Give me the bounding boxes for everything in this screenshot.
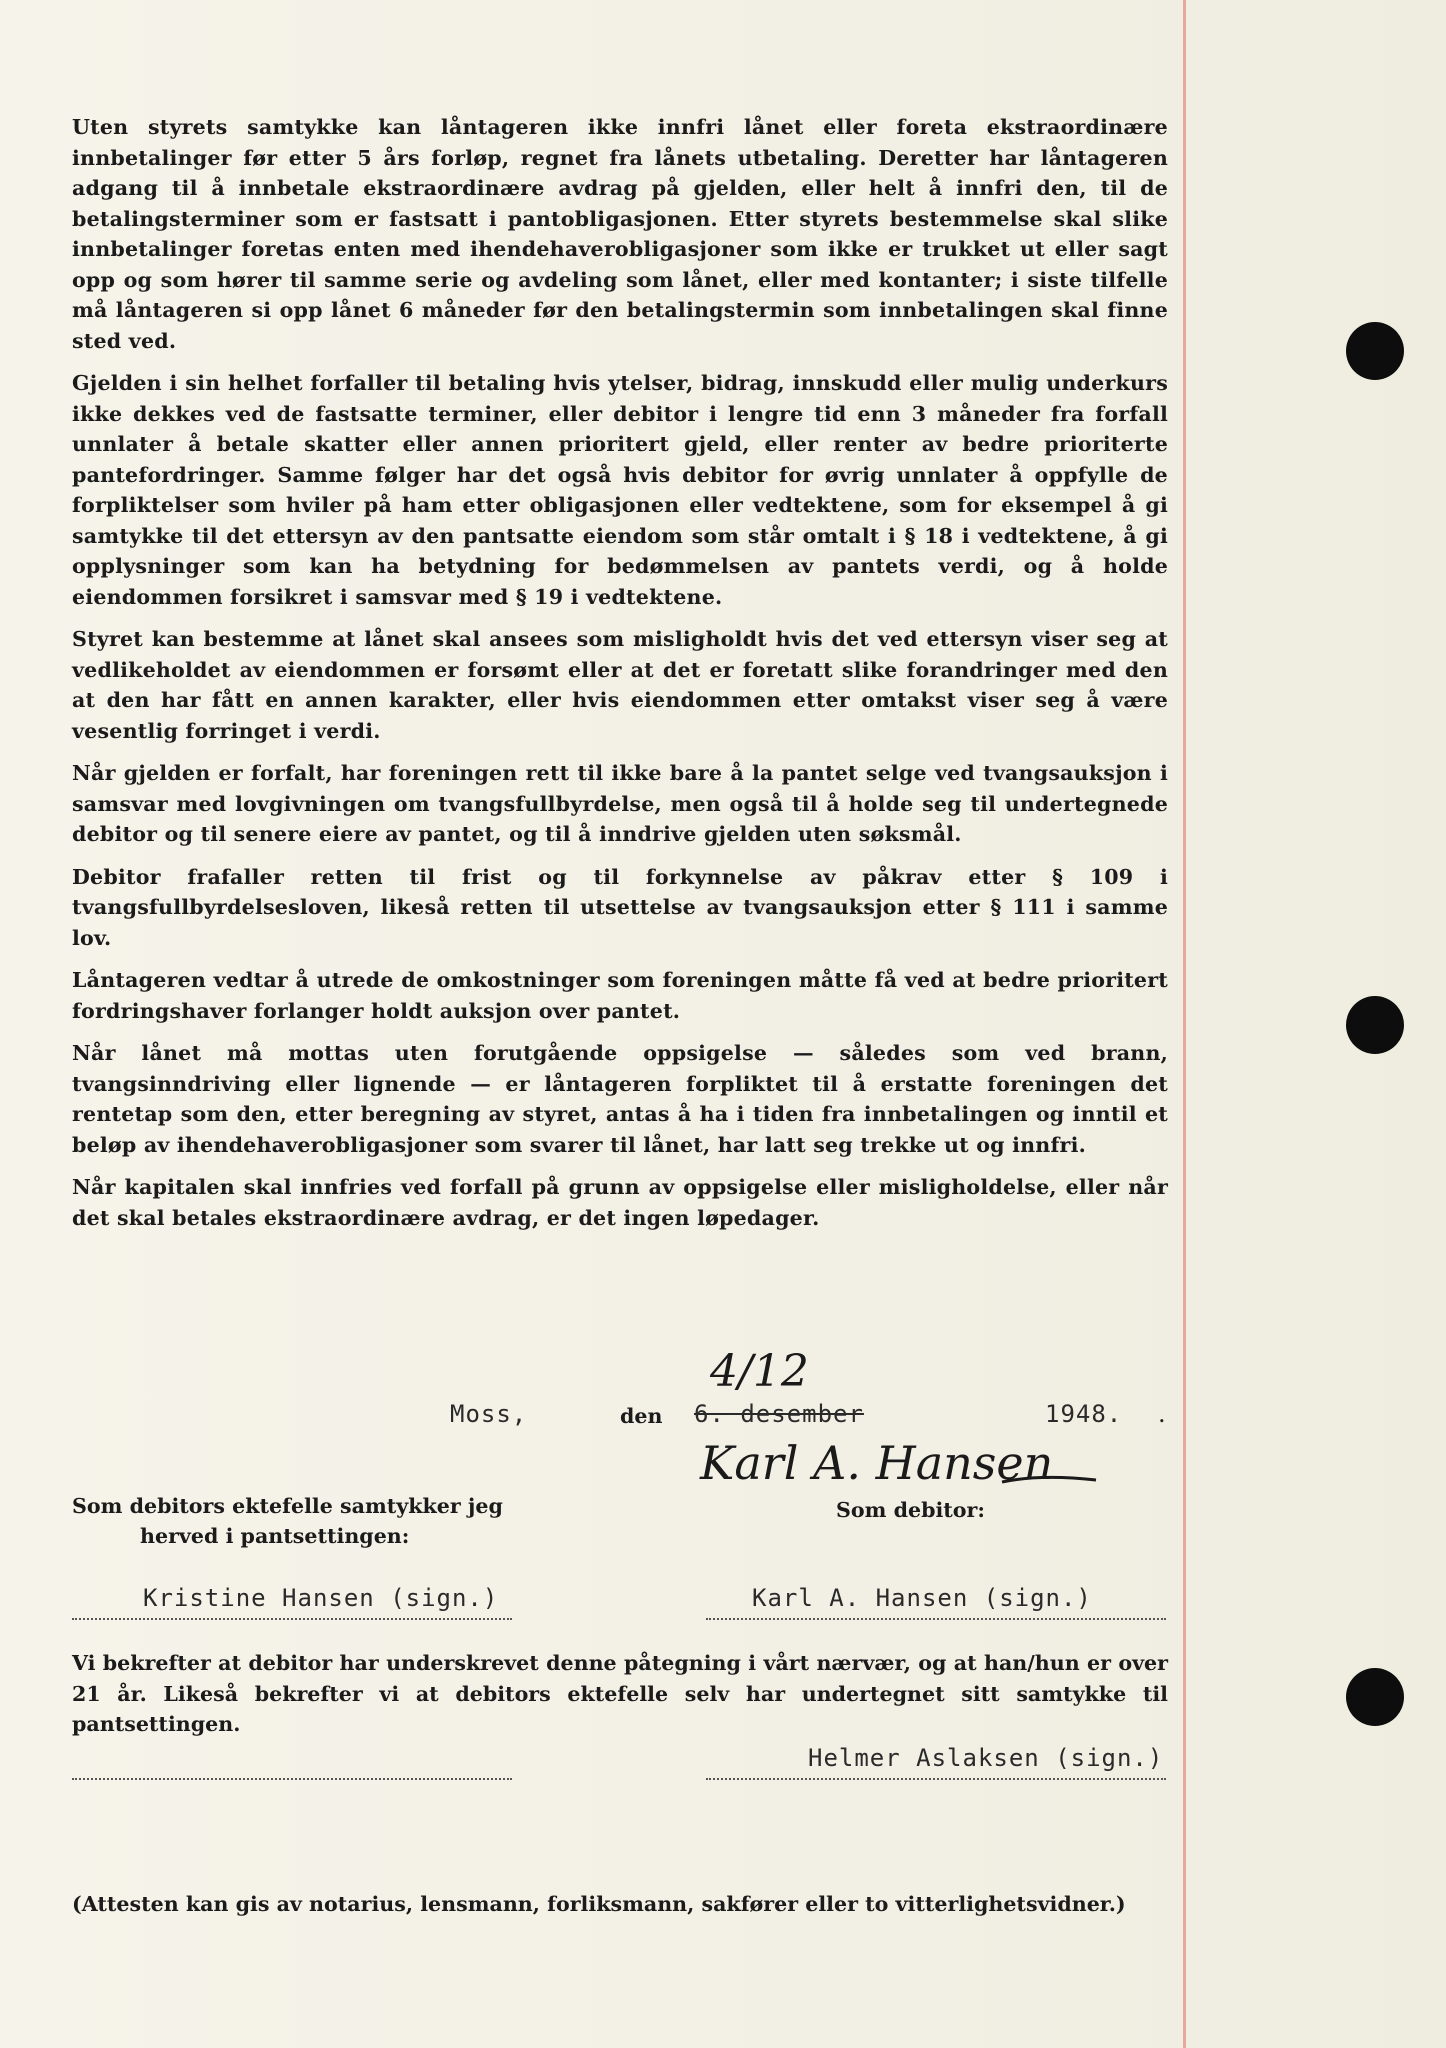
punch-hole-icon xyxy=(1346,996,1404,1054)
debtor-label: Som debitor: xyxy=(836,1498,985,1522)
paragraph-enforcement: Når gjelden er forfalt, har foreningen rett til ikke bare å la pantet selge ved tvangsauksjon i samsvar med lovgivningen om tvangsfullbyrdelse, men også til å holde seg til undertegnede debitor og til senere eiere av pantet, og til å inndrive gjelden uten søksmål. xyxy=(72,761,1168,846)
signing-place: Moss, xyxy=(450,1400,528,1428)
witness-confirmation: Vi bekrefter at debitor har underskrevet denne påtegning i vårt nærvær, og at han/hun er over 21 år. Likeså bekrefter vi at debitors ektefelle selv har undertegnet sitt samtykke til pantsettingen. xyxy=(72,1651,1168,1736)
red-margin-line xyxy=(1183,0,1186,2048)
spouse-consent-line2: herved i pantsettingen: xyxy=(140,1524,410,1548)
paragraph-misconduct: Styret kan bestemme at lånet skal ansees som misligholdt hvis det ved ettersyn viser seg at vedlikeholdet av eiendommen er forsømt eller at det er foretatt slike forandringer med den at den har fått en annen karakter, eller hvis eiendommen etter omtakst viser seg å være vesentlig forringet i verdi. xyxy=(72,627,1168,743)
struck-date: 6. desember xyxy=(694,1400,864,1428)
paragraph-interest-loss: Når lånet må mottas uten forutgående oppsigelse — således som ved brann, tvangsinndriving eller lignende — er låntageren forpliktet til å erstatte foreningen det rentetap som den, etter beregning av styret, antas å ha i tiden fra innbetalingen og inntil et beløp av ihendehaverobligasjoner som svarer til lånet, har latt seg trekke ut og innfri. xyxy=(72,1041,1168,1157)
spouse-signature: Kristine Hansen (sign.) xyxy=(143,1584,499,1612)
year-trailing-dot: . xyxy=(1158,1400,1166,1428)
loan-terms-body xyxy=(72,112,1168,1245)
punch-hole-icon xyxy=(1346,1668,1404,1726)
paragraph-grace-days: Når kapitalen skal innfries ved forfall på grunn av oppsigelse eller misligholdelse, eller når det skal betales ekstraordinære avdrag, er det ingen løpedager. xyxy=(72,1175,1168,1230)
witness-left-line xyxy=(72,1778,512,1780)
paragraph-costs: Låntageren vedtar å utrede de omkostninger som foreningen måtte få ved at bedre prioritert fordringshaver forlanger holdt auksjon over pantet. xyxy=(72,968,1168,1023)
signing-year: 1948. xyxy=(1045,1400,1123,1428)
paragraph-default-due: Gjelden i sin helhet forfaller til betaling hvis ytelser, bidrag, innskudd eller mulig underkurs ikke dekkes ved de fastsatte terminer, eller debitor i lengre tid enn 3 måneder fra forfall unnlater å betale skatter eller annen prioritert gjeld, eller renter av bedre prioriterte pantefordringer. Samme følger har det også hvis debitor for øvrig unnlater å oppfylle de forpliktelser som hviler på ham etter obligasjonen eller vedtektene, som for eksempel å gi samtykke til det ettersyn av den pantsatte eiendom som står omtalt i § 18 i vedtektene, å gi opplysninger som kan ha betydning for bedømmelsen av pantets verdi, og å holde eiendommen forsikret i samsvar med § 19 i vedtektene. xyxy=(72,371,1168,609)
witness-signature-line xyxy=(706,1778,1166,1780)
debtor-handwritten-signature: Karl A. Hansen xyxy=(700,1436,1054,1490)
punch-hole-icon xyxy=(1346,322,1404,380)
debtor-typed-signature: Karl A. Hansen (sign.) xyxy=(752,1584,1092,1612)
signature-flourish-icon xyxy=(1000,1470,1100,1490)
signing-den-label: den xyxy=(620,1404,663,1428)
spouse-signature-line xyxy=(72,1618,512,1620)
spouse-consent-line1: Som debitors ektefelle samtykker jeg xyxy=(72,1494,503,1518)
witness-signature: Helmer Aslaksen (sign.) xyxy=(808,1744,1164,1772)
debtor-signature-line xyxy=(706,1618,1166,1620)
paragraph-waiver: Debitor frafaller retten til frist og til forkynnelse av påkrav etter § 109 i tvangsfullbyrdelsesloven, likeså retten til utsettelse av tvangsauksjon etter § 111 i samme lov. xyxy=(72,864,1168,950)
handwritten-date: 4/12 xyxy=(710,1346,809,1397)
paragraph-early-repayment: Uten styrets samtykke kan låntageren ikke innfri lånet eller foreta ekstraordinære innbetalinger før etter 5 års forløp, regnet fra lånets utbetaling. Deretter har låntageren adgang til å innbetale ekstraordinære avdrag på gjelden, eller helt å innfri den, til de betalingsterminer som er fastsatt i pantobligasjonen. Etter styrets bestemmelse skal slike innbetalinger foretas enten med ihendehaverobligasjoner som ikke er trukket ut eller sagt opp og som hører til samme serie og avdeling som lånet, eller med kontanter; i siste tilfelle må låntageren si opp lånet 6 måneder før den betalingstermin som innbetalingen skal finne sted ved. xyxy=(72,115,1168,353)
attestation-footnote: (Attesten kan gis av notarius, lensmann, forliksmann, sakfører eller to vitterlighetsvidner.) xyxy=(72,1892,1126,1916)
